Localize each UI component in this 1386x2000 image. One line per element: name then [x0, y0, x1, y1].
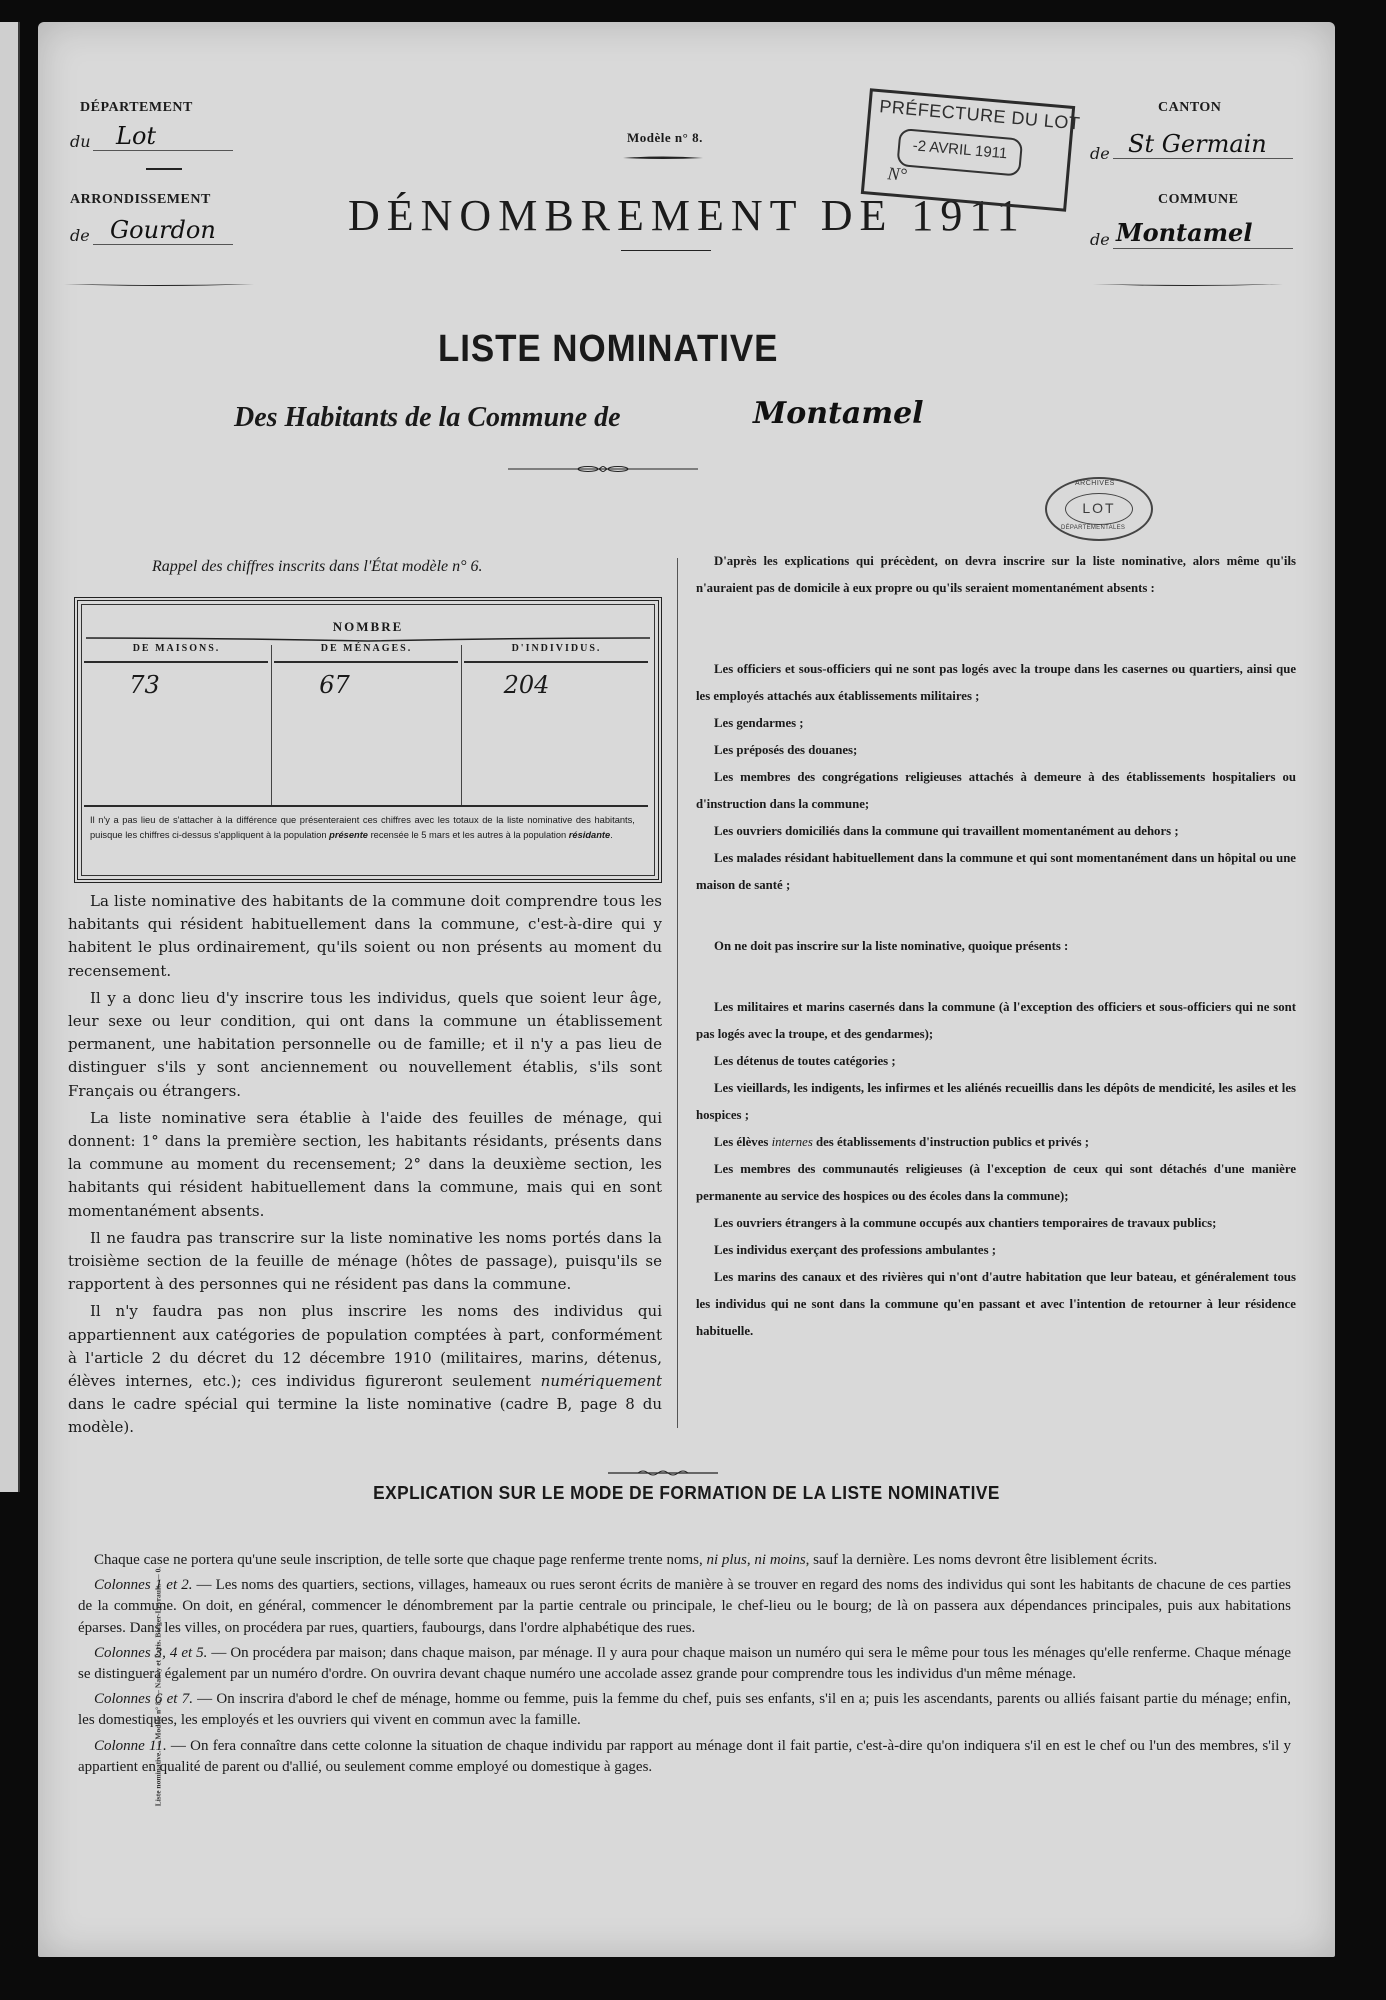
archives-stamp-top: ARCHIVES — [1075, 480, 1115, 487]
exclude-intro: On ne doit pas inscrire sur la liste nominative, quoique présents : — [714, 939, 1069, 953]
exclude-item: Les membres des communautés religieuses (à l'exception de ceux qui sont détachés d'une manière permanente au service des hospices ou des écoles dans la commune); — [696, 1162, 1296, 1203]
title-underline — [621, 250, 711, 251]
subtitle-commune: Montamel — [753, 396, 924, 431]
paragraph-emphasis: numériquement — [540, 1372, 662, 1391]
archives-stamp — [1045, 477, 1153, 541]
item-text: — On procédera par maison; dans chaque maison, par ménage. Il y aura pour chaque maison un numéro qui sera le même pour tous les ménages qu'elle renferme. Chaque ménage se distinguera également par un numéro d'ordre. On ouvrira devant chaque numéro une accolade assez grande pour comprendre tous les individus d'un même ménage. — [78, 1644, 1291, 1683]
note-emphasis: résidante — [568, 830, 611, 841]
canton-prefix: de — [1090, 144, 1110, 163]
departement-label: DÉPARTEMENT — [80, 100, 193, 115]
departement-underline — [93, 150, 233, 151]
arrondissement-label: ARRONDISSEMENT — [70, 192, 211, 207]
canton-underline — [1113, 158, 1293, 159]
header-rule — [274, 661, 458, 663]
flourish-right — [1093, 282, 1283, 288]
prefecture-stamp — [861, 88, 1082, 212]
census-form-page — [38, 22, 1335, 1957]
column-divider-vertical — [677, 558, 678, 1428]
ornament-divider-2 — [608, 1469, 718, 1477]
header-rule — [464, 661, 648, 663]
rappel-table — [74, 597, 662, 883]
exclude-item: Les vieillards, les indigents, les infirmes et les aliénés recueillis dans les dépôts de mendicité, les asiles et les hospices ; — [696, 1081, 1296, 1122]
canton-label: CANTON — [1158, 100, 1222, 115]
stamp-number-label: N° — [886, 163, 908, 185]
left-paragraph: La liste nominative des habitants de la commune doit comprendre tous les habitants qui résident habituellement dans la commune, c'est-à-dire qui y habitent le plus ordinairement, qu'ils soient ou non présents au moment du recensement. — [68, 892, 662, 980]
header-rule — [84, 661, 268, 663]
exclude-item: Les individus exerçant des professions ambulantes ; — [714, 1243, 997, 1257]
left-paragraph: Il y a donc lieu d'y inscrire tous les individus, quels que soient leur âge, leur sexe ou leur condition, qui ont dans la commune un établissement permanent, une habitation personnelle ou de famille; et il n'y a pas lieu de distinguer s'ils y sont anciennement ou nouvellement établis, s'ils sont Français ou étrangers. — [68, 988, 662, 1100]
modele-number: Modèle n° 8. — [627, 130, 703, 145]
commune-label: COMMUNE — [1158, 192, 1239, 207]
item-label: Colonnes 6 et 7. — [94, 1691, 193, 1708]
item-label: Colonnes 3, 4 et 5. — [94, 1644, 208, 1661]
separator — [146, 168, 182, 170]
printer-imprint: Liste nominative. — Modèle n° 8. — Nancy et Paris. Berger-Levrault. — 0. — [153, 1566, 163, 1807]
item-emphasis: internes — [771, 1135, 813, 1149]
arrondissement-value: Gourdon — [110, 216, 216, 244]
explication-title: EXPLICATION SUR LE MODE DE FORMATION DE LA LISTE NOMINATIVE — [373, 1483, 1000, 1503]
explication-intro — [78, 1550, 1291, 1571]
intro-emphasis: ni plus — [706, 1552, 747, 1568]
note-text: . — [610, 830, 613, 841]
list-title: LISTE NOMINATIVE — [438, 328, 779, 370]
explication-item — [78, 1736, 1291, 1778]
left-paragraph: La liste nominative sera établie à l'aide des feuilles de ménage, qui donnent: 1° dans la première section, les habitants résidants, présents dans la commune au moment du recensement; 2° dans la deuxième section, les habitants qui résident habituellement dans la commune, mais qui en sont momentanément absents. — [68, 1108, 662, 1220]
canton-value: St Germain — [1128, 130, 1267, 158]
right-intro: D'après les explications qui précèdent, on devra inscrire sur la liste nominative, alors même qu'ils n'auraient pas de domicile à eux propre ou qu'ils seraient momentanément absents : — [696, 554, 1296, 595]
column-divider — [271, 645, 272, 805]
note-rule — [84, 805, 648, 807]
exclude-item: Les ouvriers étrangers à la commune occupés aux chantiers temporaires de travaux publics; — [714, 1216, 1217, 1230]
departement-value: Lot — [116, 122, 157, 150]
include-item: Les membres des congrégations religieuses attachés à demeure à des établissements hospitaliers ou d'instruction dans la commune; — [696, 770, 1296, 811]
exclude-item: Les détenus de toutes catégories ; — [714, 1054, 896, 1068]
column-header-menages: DE MÉNAGES. — [320, 643, 413, 654]
exclude-item-eleves — [696, 1129, 1296, 1156]
departement-prefix: du — [70, 132, 91, 151]
item-text: — On inscrira d'abord le chef de ménage, homme ou femme, puis la femme du chef, puis ses enfants, s'il en a; puis les ascendants, parents ou alliés faisant partie du ménage; enfin, les domestiques, les employés et les ouvriers qui vivent en commun avec la famille. — [78, 1691, 1292, 1729]
item-label: Colonne 11. — [94, 1737, 167, 1754]
commune-prefix: de — [1090, 230, 1110, 249]
intro-emphasis: ni moins — [754, 1552, 806, 1568]
item-text: des établissements d'instruction publics et privés ; — [812, 1135, 1090, 1149]
exclude-item: Les militaires et marins casernés dans la commune (à l'exception des officiers et sous-officiers qui ne sont pas logés avec la troupe, et des gendarmes); — [696, 1000, 1296, 1041]
item-text: — Les noms des quartiers, sections, villages, hameaux ou rues seront écrits de manière à se trouver en regard des noms des individus qui sont les habitants de chacune de ces parties de la commune. On doit, en général, commencer le dénombrement par la partie centrale ou principale, le chef-lieu ou le bourg; de là on passera aux dépendances principales, puis aux habitations éparses. Dans les villes, on procédera par rues, quartiers, faubourgs, dans l'ordre alphabétique des rues. — [78, 1577, 1292, 1636]
left-instructions — [68, 890, 662, 1444]
include-item: Les officiers et sous-officiers qui ne sont pas logés avec la troupe dans les casernes ou quartiers, ainsi que les employés attachés aux établissements militaires ; — [696, 662, 1296, 703]
column-header-maisons: DE MAISONS. — [132, 643, 221, 654]
include-item: Les préposés des douanes; — [714, 743, 858, 757]
commune-underline — [1113, 248, 1293, 249]
include-item: Les malades résidant habituellement dans la commune et qui sont momentanément dans un hôpital ou une maison de santé ; — [696, 851, 1296, 892]
arrondissement-prefix: de — [70, 226, 90, 245]
ornament-divider — [508, 466, 698, 472]
flourish-left — [64, 282, 254, 288]
rappel-caption: Rappel des chiffres inscrits dans l'État modèle n° 6. — [152, 558, 483, 575]
note-emphasis: présente — [329, 830, 368, 841]
commune-value: Montamel — [1116, 218, 1253, 247]
intro-text: , — [746, 1552, 755, 1568]
explication-item — [78, 1575, 1291, 1639]
left-paragraph-last — [68, 1300, 662, 1439]
value-menages: 67 — [319, 671, 350, 699]
value-maisons: 73 — [129, 671, 160, 699]
note-text: recensée le 5 mars et les autres à la population — [367, 830, 569, 841]
explication-text — [78, 1550, 1291, 1782]
include-item: Les gendarmes ; — [714, 716, 804, 730]
item-label: Colonnes 1 et 2. — [94, 1577, 193, 1594]
note-text: Il n'y a pas lieu de s'attacher à la différence que présenteraient ces chiffres avec les totaux de la liste nominative des habitants, puisque les chiffres ci-dessus s'appliquent à la population — [90, 815, 635, 841]
left-paragraph: Il ne faudra pas transcrire sur la liste nominative les noms portés dans la troisième section de la feuille de ménage (hôtes de passage), puisqu'ils se rapportent à des personnes qui ne résident pas dans la commune. — [68, 1228, 662, 1294]
item-text: — On fera connaître dans cette colonne la situation de chaque individu par rapport au ménage dont il fait partie, c'est-à-dire qu'on indiquera s'il en est le chef ou l'un des membres, s'il y appartient en qualité de parent ou d'allié, ou seulement comme employé ou domestique à gages. — [78, 1737, 1292, 1775]
rappel-group-header: NOMBRE — [332, 619, 404, 634]
explication-item — [78, 1643, 1291, 1685]
value-individus: 204 — [503, 671, 550, 699]
rappel-note — [90, 813, 635, 843]
arrondissement-underline — [93, 244, 233, 245]
column-divider — [461, 645, 462, 805]
page-title: DÉNOMBREMENT DE 1911 — [348, 191, 1026, 240]
paragraph-text: dans le cadre spécial qui termine la liste nominative (cadre B, page 8 du modèle). — [68, 1395, 662, 1437]
intro-text: Chaque case ne portera qu'une seule inscription, de telle sorte que chaque page renferme trente noms, — [94, 1552, 707, 1568]
exclude-item: Les marins des canaux et des rivières qui n'ont d'autre habitation que leur bateau, et généralement tous les individus qui ne sont dans la commune qu'en passant et avec l'intention de retourner à leur résidence habituelle. — [696, 1270, 1296, 1338]
intro-text: , sauf la dernière. Les noms devront être lisiblement écrits. — [805, 1552, 1158, 1568]
group-brace — [86, 637, 650, 642]
column-header-individus: D'INDIVIDUS. — [511, 643, 602, 654]
flourish-modele — [623, 155, 703, 161]
stamp-date: -2 AVRIL 1911 — [896, 128, 1023, 177]
archives-stamp-center: LOT — [1065, 493, 1133, 525]
archives-stamp-bottom: DÉPARTEMENTALES — [1061, 525, 1126, 531]
explication-item — [78, 1689, 1291, 1731]
item-text: Les élèves — [714, 1135, 772, 1149]
include-item: Les ouvriers domiciliés dans la commune qui travaillent momentanément au dehors ; — [714, 824, 1179, 838]
stamp-prefecture-text: PRÉFECTURE DU LOT — [878, 96, 1082, 134]
subtitle-prefix: Des Habitants de la Commune de — [234, 402, 621, 433]
right-instructions — [696, 548, 1296, 1345]
paragraph-text: Il n'y faudra pas non plus inscrire les noms des individus qui appartiennent aux catégories de population comptées à part, conformément à l'article 2 du décret du 12 décembre 1910 (militaires, marins, détenus, élèves internes, etc.); ces individus figureront seulement — [68, 1302, 662, 1391]
previous-page-edge — [0, 22, 20, 1492]
